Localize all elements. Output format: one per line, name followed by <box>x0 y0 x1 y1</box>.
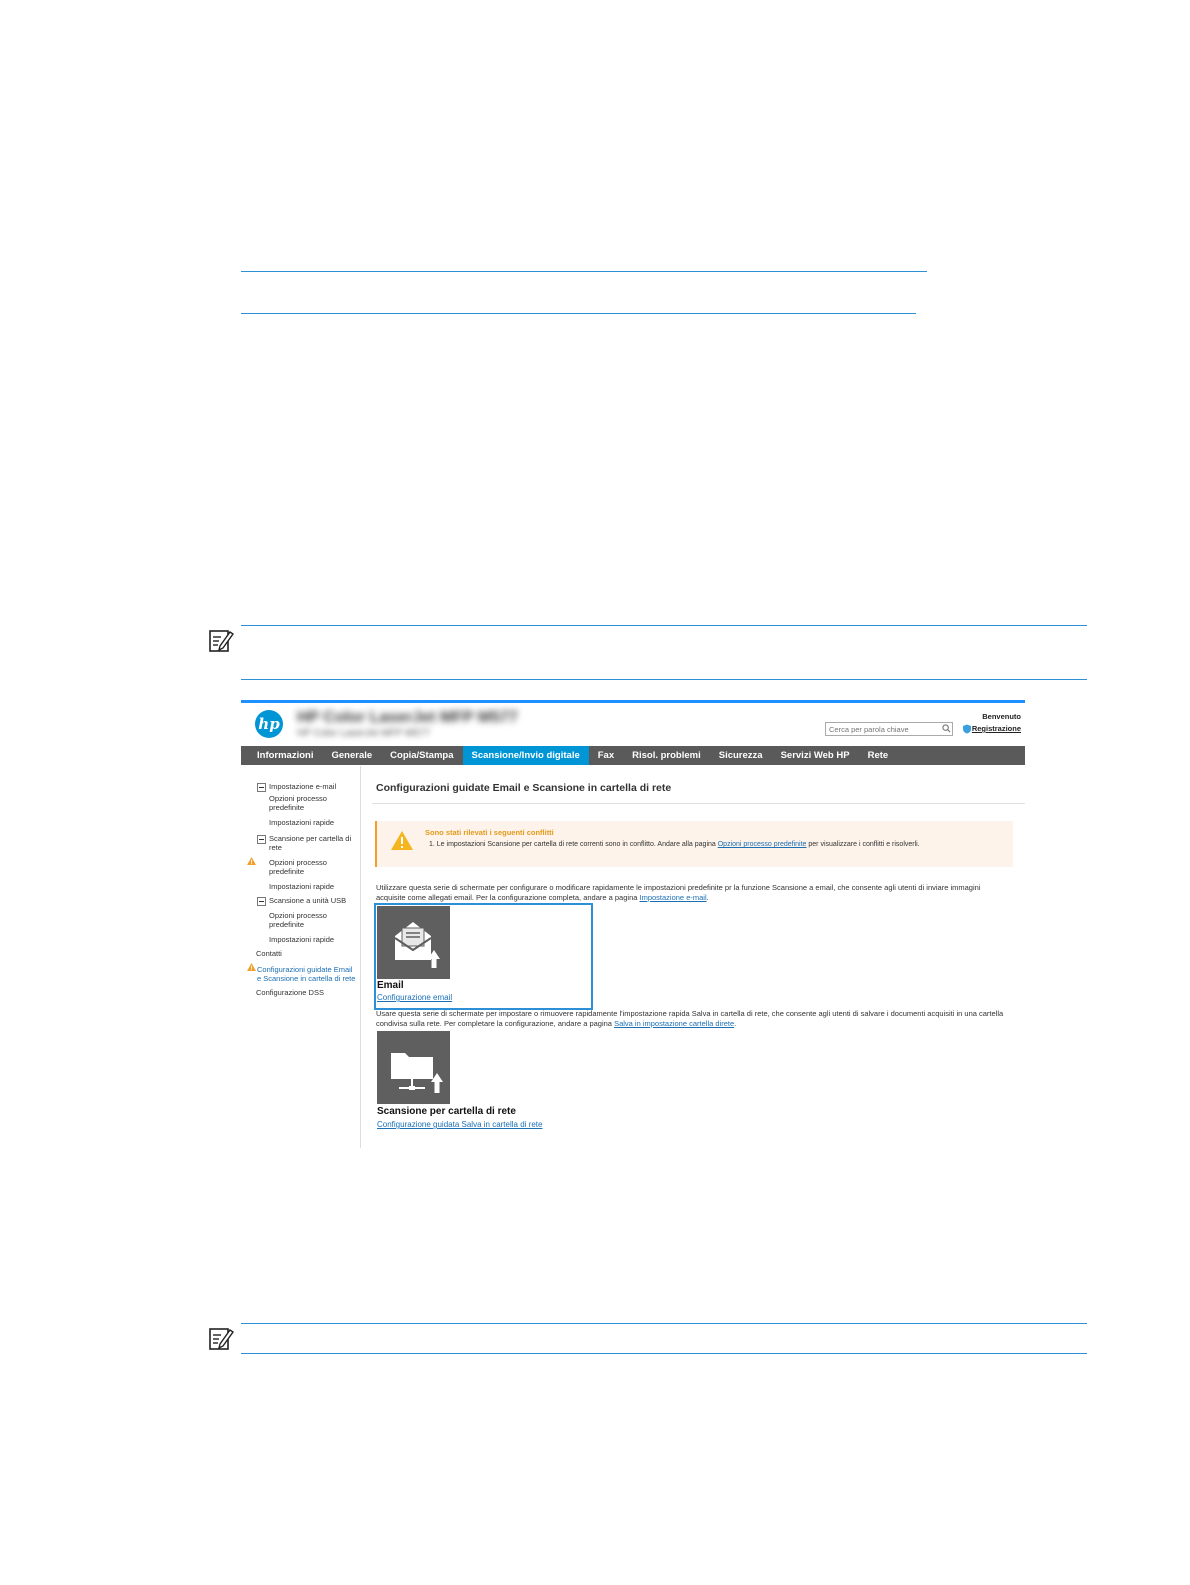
warning-icon <box>247 857 256 865</box>
note-icon <box>208 628 234 654</box>
sidebar-item-usb[interactable]: Scansione a unità USB <box>269 896 347 905</box>
note-rule-bottom-1 <box>241 679 1087 680</box>
sign-in-link[interactable]: Registrazione <box>971 724 1021 733</box>
folder-description: Usare questa serie di schermate per impostare o rimuovere rapidamente l'impostazione rapida Salva in cartella di rete, che consente agli utenti di salvare i documenti acquisiti in una cartella condivisa sulla rete. Per completare la configurazione, andare a pagina Salva in impostazione cartella direte. <box>376 1009 1004 1028</box>
ews-screenshot <box>241 700 1025 1148</box>
note-rule-top-2 <box>241 1323 1087 1324</box>
email-wizard-link[interactable]: Configurazione email <box>377 993 453 1002</box>
welcome-label: Benvenuto <box>982 712 1021 721</box>
top-accent-bar <box>241 700 1025 703</box>
search-input[interactable] <box>825 722 953 736</box>
note-icon <box>208 1326 234 1352</box>
main-nav <box>241 746 1025 765</box>
collapse-icon[interactable] <box>257 835 266 844</box>
note-rule-top-1 <box>241 625 1087 626</box>
tab-rete[interactable]: Rete <box>867 750 889 761</box>
tab-scansione-invio-digitale[interactable]: Scansione/Invio digitale <box>463 746 589 765</box>
email-tile-label: Email <box>377 980 404 991</box>
hp-logo: hp <box>255 710 283 738</box>
sidebar <box>241 766 361 1148</box>
conflict-alert <box>375 821 1013 867</box>
folder-setup-link[interactable]: Salva in impostazione cartella direte <box>614 1019 735 1028</box>
page-title: Configurazioni guidate Email e Scansione in cartella di rete <box>376 782 672 794</box>
collapse-icon[interactable] <box>257 897 266 906</box>
sidebar-item-email-defaults[interactable]: Opzioni processo predefinite <box>269 794 327 812</box>
user-icon <box>962 724 972 734</box>
tab-informazioni[interactable]: Informazioni <box>257 750 314 761</box>
tab-fax[interactable]: Fax <box>597 750 615 761</box>
sidebar-item-email-setup[interactable]: Impostazione e-mail <box>269 782 337 791</box>
tab-risol-problemi[interactable]: Risol. problemi <box>632 750 701 761</box>
email-upload-icon[interactable] <box>377 906 450 979</box>
email-description: Utilizzare questa serie di schermate per configurare o modificare rapidamente le impostazioni predefinite pr la funzione Scansione a email, che consente agli utenti di inviare immagini acquisite come allegati email. Per la configurazione completa, andare a pagina Impostazione e-mail. <box>376 883 981 902</box>
sidebar-item-wizards[interactable]: Configurazioni guidate Email e Scansione in cartella di rete <box>257 965 356 983</box>
doc-link-underline-1 <box>241 271 927 272</box>
note-rule-bottom-2 <box>241 1353 1087 1354</box>
sidebar-item-email-quick[interactable]: Impostazioni rapide <box>269 818 335 827</box>
sidebar-item-folder-defaults[interactable]: Opzioni processo predefinite <box>269 858 327 876</box>
printer-subtitle: HP Color LaserJet MFP M577 <box>297 728 431 739</box>
email-setup-link[interactable]: Impostazione e-mail <box>639 893 707 902</box>
warning-icon <box>247 963 256 971</box>
title-divider <box>372 803 1025 804</box>
folder-tile-label: Scansione per cartella di rete <box>377 1106 516 1117</box>
sidebar-item-dss[interactable]: Configurazione DSS <box>256 988 324 997</box>
sidebar-item-folder-quick[interactable]: Impostazioni rapide <box>269 882 335 891</box>
doc-link-underline-2 <box>241 313 916 314</box>
tab-servizi-web-hp[interactable]: Servizi Web HP <box>780 750 850 761</box>
alert-item: 1. Le impostazioni Scansione per cartella di rete correnti sono in conflitto. Andare alla pagina Opzioni processo predefinite per visualizzare i conflitti e risolverli. <box>429 841 920 848</box>
tab-generale[interactable]: Generale <box>331 750 373 761</box>
warning-icon <box>391 831 413 850</box>
alert-title: Sono stati rilevati i seguenti conflitti <box>425 828 554 837</box>
sidebar-item-contacts[interactable]: Contatti <box>256 949 282 958</box>
tab-sicurezza[interactable]: Sicurezza <box>718 750 763 761</box>
folder-wizard-link[interactable]: Configurazione guidata Salva in cartella di rete <box>377 1120 543 1129</box>
sidebar-item-usb-defaults[interactable]: Opzioni processo predefinite <box>269 911 327 929</box>
sidebar-item-usb-quick[interactable]: Impostazioni rapide <box>269 935 335 944</box>
network-folder-upload-icon[interactable] <box>377 1031 450 1104</box>
collapse-icon[interactable] <box>257 783 266 792</box>
search-icon[interactable] <box>942 724 951 733</box>
sidebar-item-folder[interactable]: Scansione per cartella di rete <box>269 834 352 852</box>
alert-defaults-link[interactable]: Opzioni processo predefinite <box>717 841 807 848</box>
printer-title: HP Color LaserJet MFP M577 <box>297 709 518 726</box>
tab-copia-stampa[interactable]: Copia/Stampa <box>390 750 454 761</box>
